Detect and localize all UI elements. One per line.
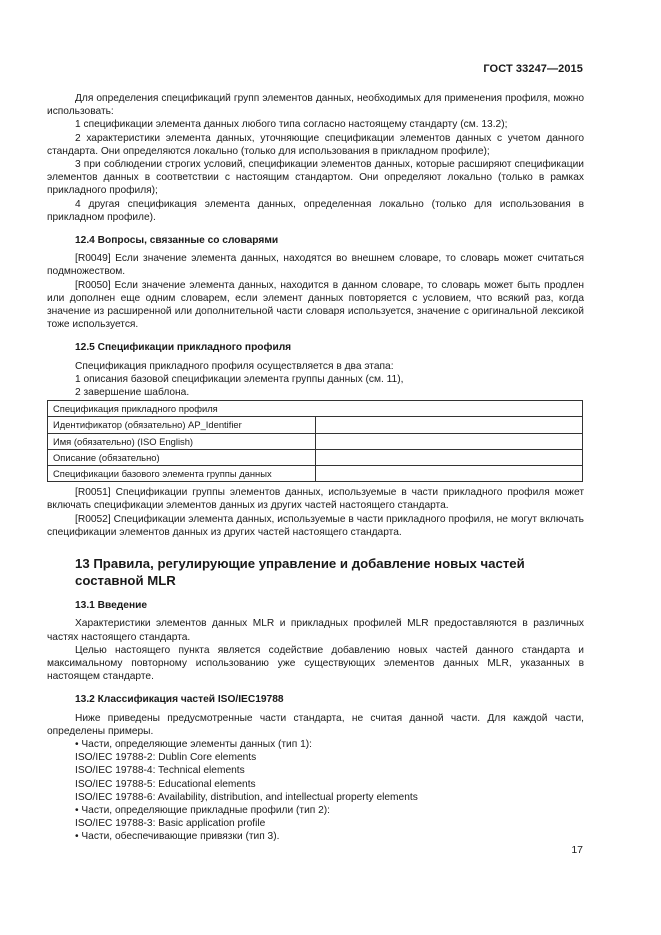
- paragraph: Для определения спецификаций групп элементов данных, необходимых для применения профиля, можно использовать:: [47, 93, 584, 118]
- section-heading-13-1: 13.1 Введение: [75, 600, 148, 612]
- list-item: ISO/IEC 19788-3: Basic application profile: [75, 818, 266, 830]
- profile-template-table: [47, 400, 583, 482]
- table-cell-empty: [316, 449, 583, 465]
- list-item: 3 при соблюдении строгих условий, спецификации элементов данных, которые расширяют спецификации элементов данных в соответствии с настоящим стандартом. Они определяют локально (только в рамках прикладного профиля);: [47, 159, 584, 197]
- table-cell: Идентификатор (обязательно) AP_Identifier: [48, 417, 316, 433]
- table-cell-empty: [316, 466, 583, 482]
- list-item: 1 описания базовой спецификации элемента группы данных (см. 11),: [75, 373, 404, 385]
- paragraph: Характеристики элементов данных MLR и прикладных профилей MLR предоставляются в различных частях настоящего стандарта.: [47, 618, 584, 643]
- standard-header: ГОСТ 33247—2015: [483, 63, 583, 75]
- section-heading-12-4: 12.4 Вопросы, связанные со словарями: [75, 235, 279, 247]
- table-cell-empty: [316, 417, 583, 433]
- table-cell-empty: [316, 433, 583, 449]
- requirement-r0051: [R0051] Спецификации группы элементов данных, используемые в части прикладного профиля может включать спецификации элементов данных из других частей настоящего стандарта.: [47, 487, 584, 512]
- page-content: [47, 92, 584, 844]
- section-heading-12-5: 12.5 Спецификации прикладного профиля: [75, 342, 292, 354]
- list-item: • Части, обеспечивающие привязки (тип 3).: [75, 831, 280, 843]
- table-row: [48, 449, 583, 465]
- table-row: [48, 417, 583, 433]
- list-item: ISO/IEC 19788-5: Educational elements: [75, 778, 256, 790]
- section-heading-13-2: 13.2 Классификация частей ISO/IEC19788: [75, 694, 284, 706]
- table-row: [48, 433, 583, 449]
- paragraph: Целью настоящего пункта является содействие добавлению новых частей данного стандарта и максимальному повторному использованию уже существующих элементов данных MLR, указанных в настоящем стандарте.: [47, 644, 584, 683]
- list-item: 4 другая спецификация элемента данных, определенная локально (только для использования в прикладном профиле).: [47, 198, 584, 223]
- table-cell: Спецификация прикладного профиля: [48, 401, 583, 417]
- list-item: ISO/IEC 19788-6: Availability, distribution, and intellectual property elements: [75, 791, 418, 803]
- table-cell: Описание (обязательно): [48, 449, 316, 465]
- list-item: • Части, определяющие элементы данных (тип 1):: [75, 738, 312, 750]
- list-item: • Части, определяющие прикладные профили (тип 2):: [75, 804, 331, 816]
- paragraph: Спецификация прикладного профиля осуществляется в два этапа:: [75, 360, 394, 372]
- list-item: 1 спецификации элемента данных любого типа согласно настоящему стандарту (см. 13.2);: [75, 119, 508, 131]
- requirement-r0050: [R0050] Если значение элемента данных, находится в данном словаре, то словарь может быть продлен или дополнен еще одним словарем, если элемент данных повторяется с условием, что всякий раз, когда значение из расширенной или дополнительной части словаря используется, значение с оригинальной лексикой тоже используется.: [47, 279, 584, 331]
- section-heading-13: 13 Правила, регулирующие управление и добавление новых частей составной MLR: [75, 556, 525, 589]
- table-cell: Имя (обязательно) (ISO English): [48, 433, 316, 449]
- requirement-r0049: [R0049] Если значение элемента данных, находятся во внешнем словаре, то словарь может считаться подмножеством.: [47, 253, 584, 278]
- list-item: 2 характеристики элемента данных, уточняющие спецификации элементов данных с учетом данного стандарта. Они определяются локально (только для использования в прикладном профиле);: [47, 132, 584, 157]
- list-item: ISO/IEC 19788-4: Technical elements: [75, 765, 245, 777]
- list-item: ISO/IEC 19788-2: Dublin Core elements: [75, 752, 257, 764]
- table-row: [48, 401, 583, 417]
- requirement-r0052: [R0052] Спецификации элемента данных, используемые в части прикладного профиля, не могут включать спецификации элементов данных из других частей настоящего стандарта.: [47, 513, 584, 538]
- table-cell: Спецификации базового элемента группы данных: [48, 466, 316, 482]
- page-number: 17: [571, 844, 583, 856]
- table-row: [48, 466, 583, 482]
- list-item: 2 завершение шаблона.: [75, 387, 190, 399]
- paragraph: Ниже приведены предусмотренные части стандарта, не считая данной части. Для каждой части, определены примеры.: [47, 712, 584, 737]
